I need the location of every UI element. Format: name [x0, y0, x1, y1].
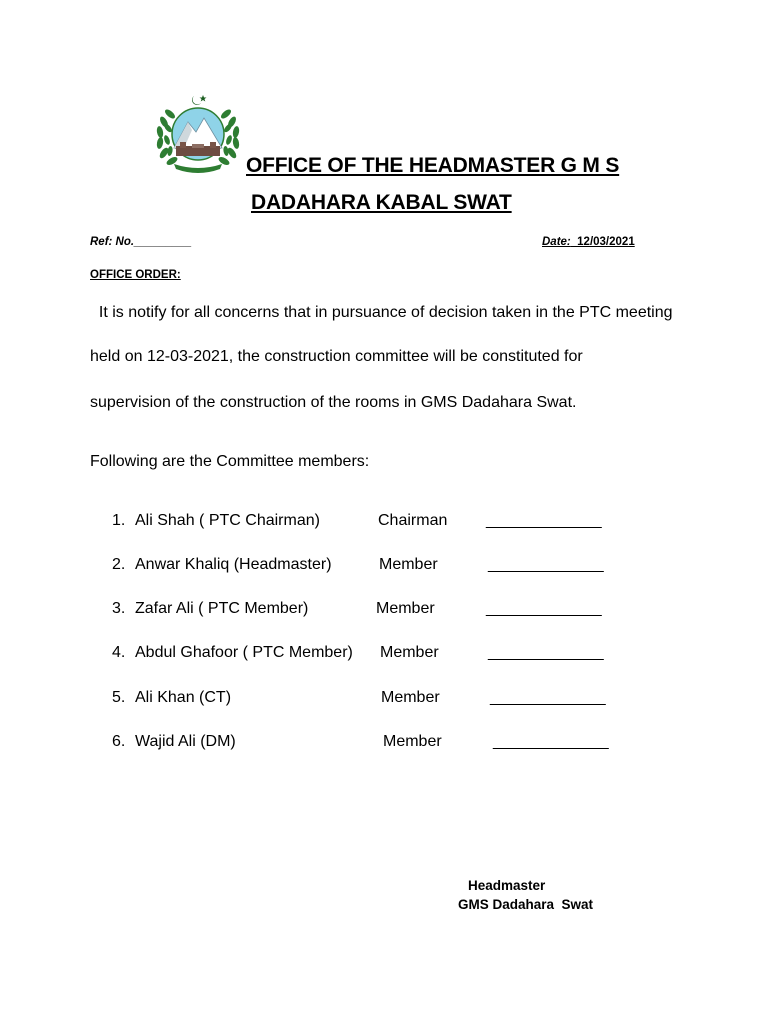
- member-name: Ali Shah ( PTC Chairman): [135, 512, 320, 529]
- list-item: [0, 556, 768, 578]
- signature-line: _____________: [486, 512, 602, 529]
- signature-title: Headmaster: [468, 878, 546, 893]
- member-number: 6.: [112, 733, 126, 750]
- body-line-2: held on 12-03-2021, the construction committee will be constituted for: [90, 348, 583, 365]
- member-name: Abdul Ghafoor ( PTC Member): [135, 644, 353, 661]
- member-name: Wajid Ali (DM): [135, 733, 236, 750]
- signature-line: _____________: [488, 644, 604, 661]
- signature-line: _____________: [493, 733, 609, 750]
- member-number: 1.: [112, 512, 126, 529]
- list-item: [0, 689, 768, 711]
- ref-label: Ref: No.: [90, 236, 135, 248]
- list-item: [0, 644, 768, 666]
- member-role: Member: [383, 733, 442, 750]
- member-number: 2.: [112, 556, 126, 573]
- crescent-icon: [192, 96, 201, 105]
- member-role: Chairman: [378, 512, 448, 529]
- signature-school: GMS Dadahara Swat: [458, 897, 594, 912]
- reference-number: [90, 236, 192, 248]
- date-value: 12/03/2021: [570, 236, 635, 248]
- list-item: [0, 512, 768, 534]
- member-name: Anwar Khaliq (Headmaster): [135, 556, 332, 573]
- body-line-3: supervision of the construction of the rooms in GMS Dadahara Swat.: [90, 394, 577, 411]
- member-role: Member: [379, 556, 438, 573]
- government-emblem-icon: [152, 92, 244, 176]
- office-order-heading: OFFICE ORDER:: [90, 269, 181, 281]
- body-line-1-text: It is notify for all concerns that in pursuance of decision taken in the PTC meeting: [98, 304, 673, 321]
- member-number: 3.: [112, 600, 126, 617]
- list-item: [0, 600, 768, 622]
- date-field: [542, 236, 635, 248]
- member-role: Member: [376, 600, 435, 617]
- signature-line: _____________: [486, 600, 602, 617]
- body-line-1: [90, 304, 673, 322]
- list-item: [0, 733, 768, 755]
- page-title-line-2: DADAHARA KABAL SWAT: [251, 191, 512, 214]
- page-title-line-1: OFFICE OF THE HEADMASTER G M S: [246, 154, 620, 177]
- member-role: Member: [381, 689, 440, 706]
- member-number: 5.: [112, 689, 126, 706]
- ref-value: _________: [134, 236, 192, 248]
- signature-line: _____________: [490, 689, 606, 706]
- date-label: Date:: [542, 236, 571, 248]
- signature-line: _____________: [488, 556, 604, 573]
- member-role: Member: [380, 644, 439, 661]
- member-name: Ali Khan (CT): [135, 689, 232, 706]
- body-line-4: Following are the Committee members:: [90, 453, 370, 470]
- star-icon: [200, 95, 207, 102]
- member-name: Zafar Ali ( PTC Member): [135, 600, 309, 617]
- member-number: 4.: [112, 644, 126, 661]
